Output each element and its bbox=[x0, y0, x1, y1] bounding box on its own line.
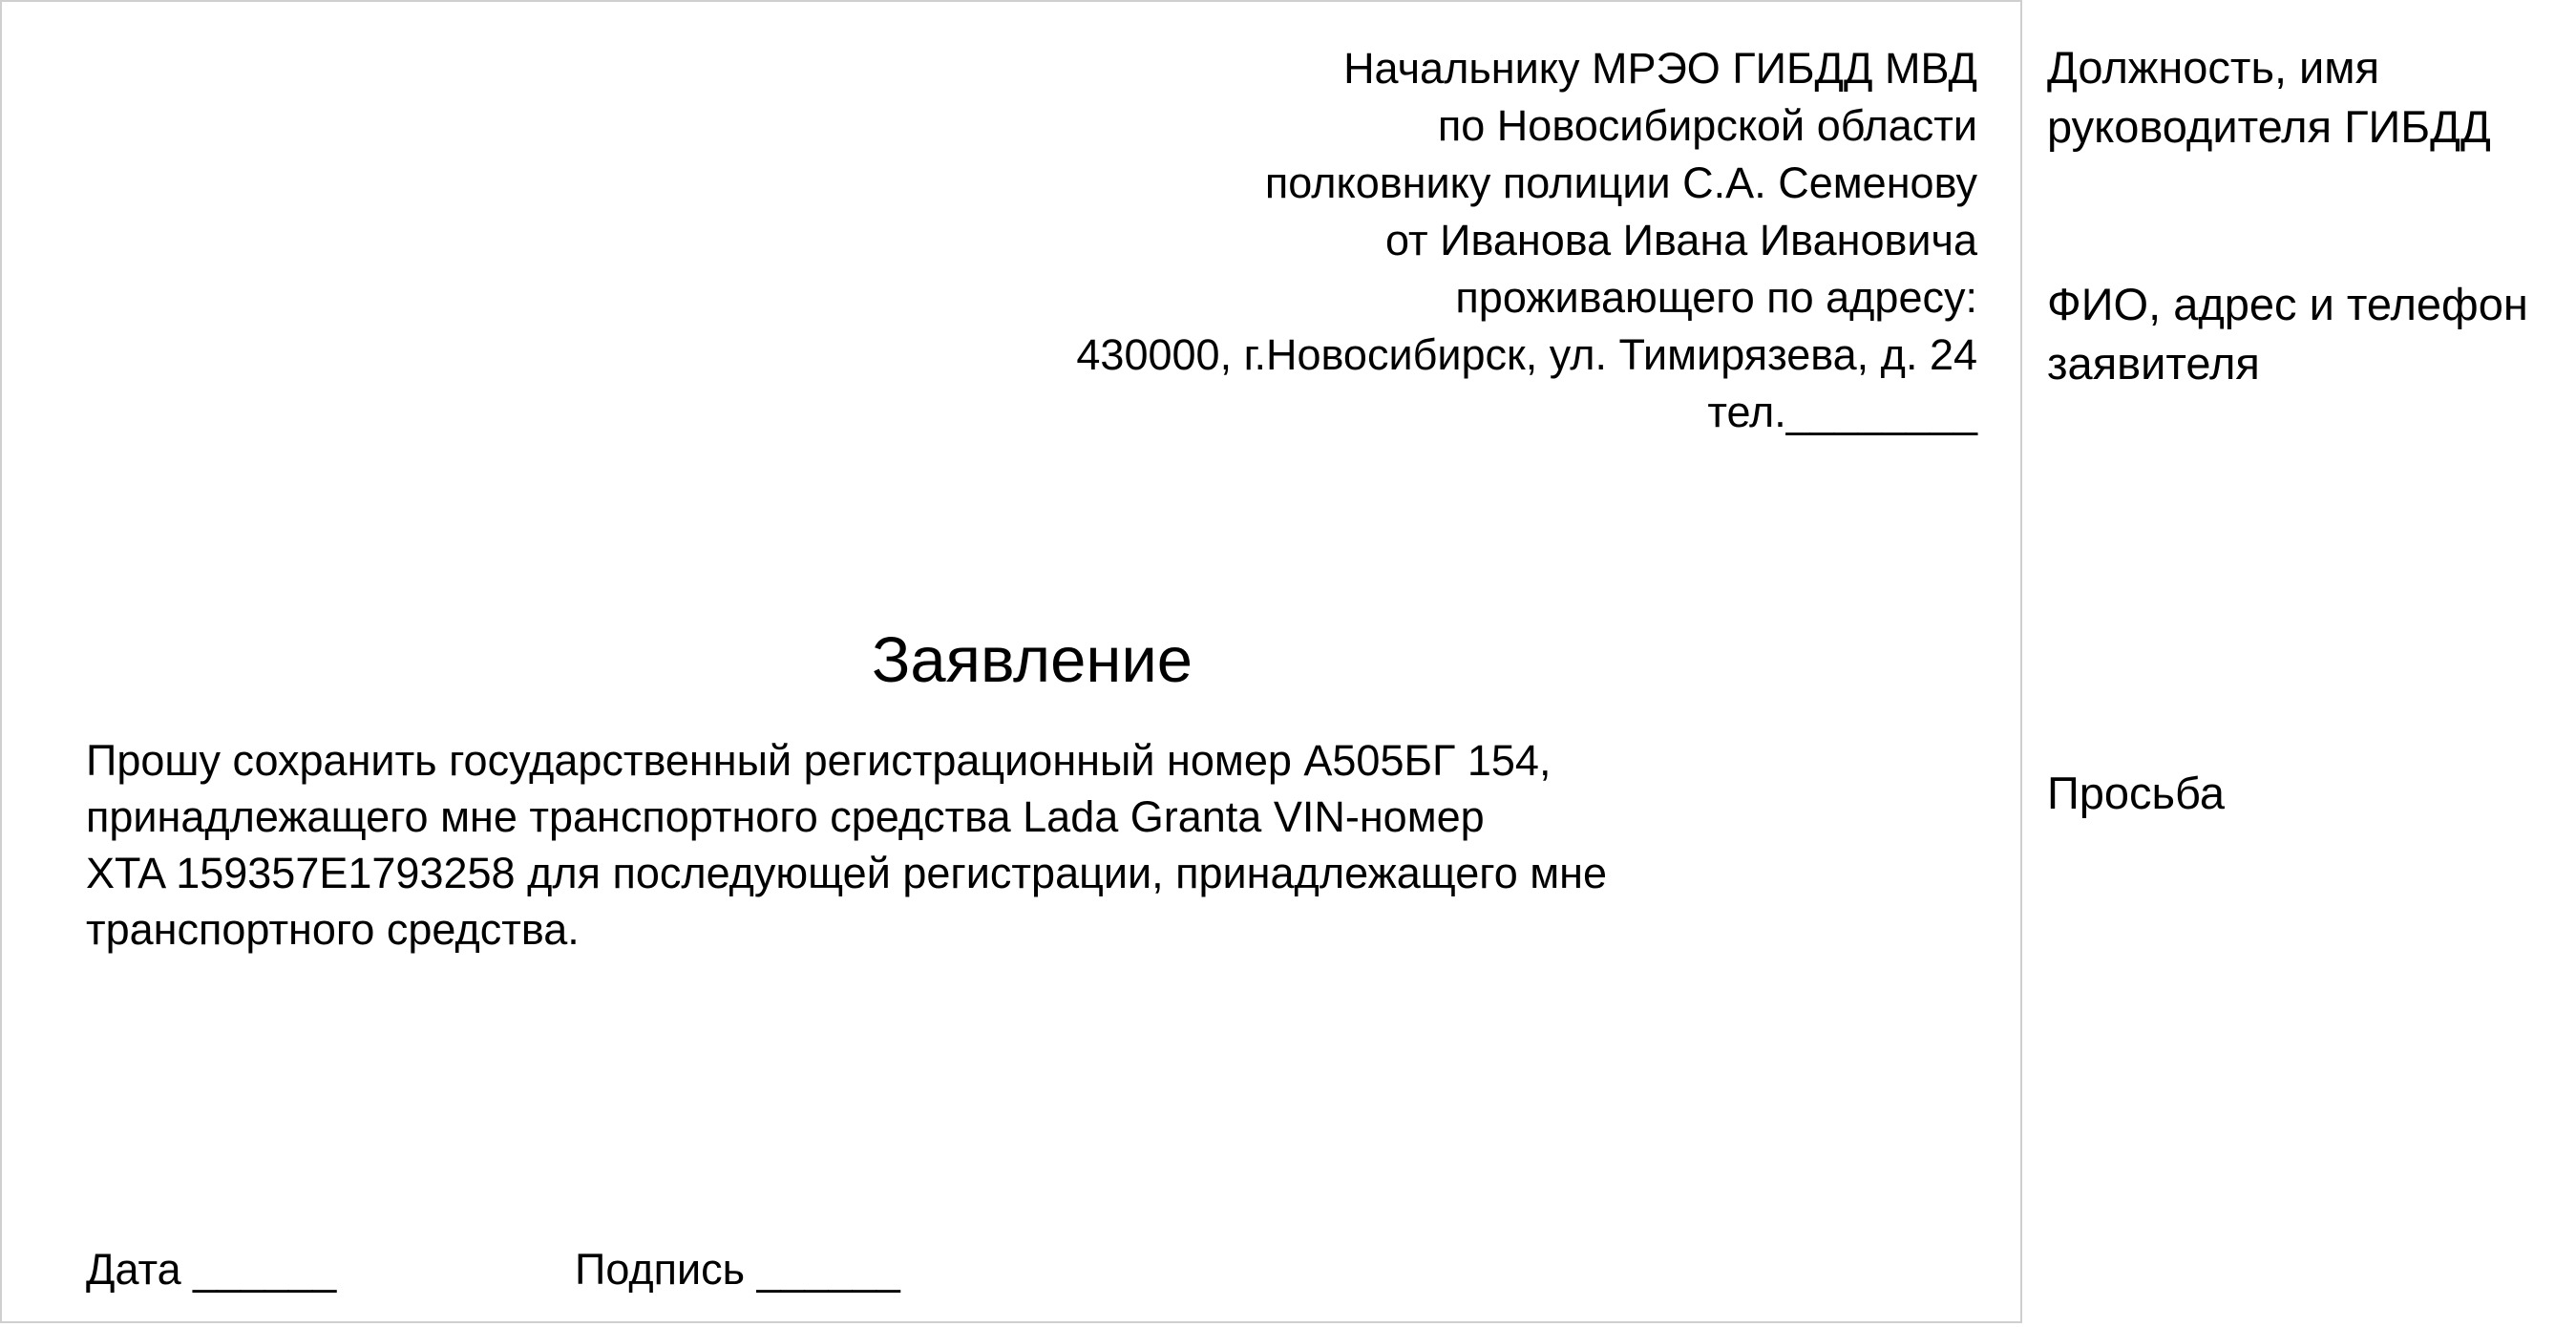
signature-field: Подпись ______ bbox=[575, 1245, 900, 1294]
annotation-line: Просьба bbox=[2047, 768, 2226, 818]
request-body bbox=[86, 732, 1607, 958]
addressee-header bbox=[1076, 40, 1977, 441]
annotation-applicant bbox=[2047, 275, 2528, 393]
body-line: принадлежащего мне транспортного средства Lada Granta VIN-номер bbox=[86, 792, 1485, 841]
body-line: транспортного средства. bbox=[86, 905, 580, 954]
date-field: Дата ______ bbox=[86, 1245, 337, 1294]
annotation-line: ФИО, адрес и телефон bbox=[2047, 279, 2528, 329]
header-line: от Иванова Ивана Ивановича bbox=[1384, 216, 1977, 264]
header-line: 430000, г.Новосибирск, ул. Тимирязева, д. 24 bbox=[1076, 330, 1977, 379]
body-line: XTA 159357E1793258 для последующей регистрации, принадлежащего мне bbox=[86, 849, 1608, 897]
annotation-position bbox=[2047, 38, 2491, 157]
document-title: Заявление bbox=[871, 624, 1193, 696]
header-line: проживающего по адресу: bbox=[1455, 273, 1977, 322]
annotation-request bbox=[2047, 764, 2225, 823]
header-line: Начальнику МРЭО ГИБДД МВД bbox=[1343, 44, 1977, 93]
annotation-line: Должность, имя bbox=[2047, 42, 2380, 93]
annotation-line: руководителя ГИБДД bbox=[2047, 101, 2491, 152]
header-line: по Новосибирской области bbox=[1437, 101, 1977, 150]
header-line: тел.________ bbox=[1707, 388, 1977, 436]
body-line: Прошу сохранить государственный регистрационный номер А505БГ 154, bbox=[86, 736, 1552, 785]
annotation-line: заявителя bbox=[2047, 338, 2260, 389]
header-line: полковнику полиции С.А. Семенову bbox=[1264, 158, 1977, 207]
